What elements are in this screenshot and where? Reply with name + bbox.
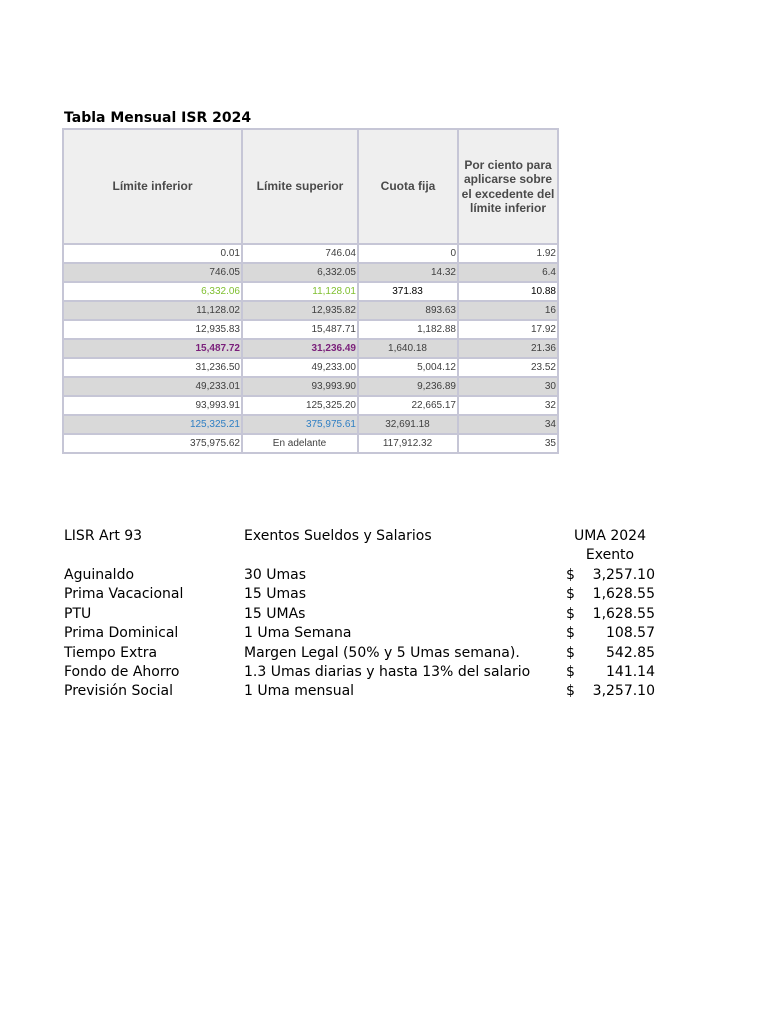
cell-por-ciento: 23.52 xyxy=(458,358,558,377)
item-amount: 3,257.10 xyxy=(592,683,655,700)
cell-limite-superior: 11,128.01 xyxy=(242,282,358,301)
header-por-ciento: Por ciento para aplicarse sobre el excedente del límite inferior xyxy=(458,129,558,244)
cell-por-ciento: 21.36 xyxy=(458,339,558,358)
cell-cuota-fija: 5,004.12 xyxy=(358,358,458,377)
item-amount: 141.14 xyxy=(606,663,655,680)
item-name: Tiempo Extra xyxy=(64,644,158,661)
cell-limite-inferior: 31,236.50 xyxy=(63,358,242,377)
cell-por-ciento: 32 xyxy=(458,396,558,415)
item-desc: 1.3 Umas diarias y hasta 13% del salario xyxy=(244,663,531,680)
item-name: Prima Vacacional xyxy=(64,586,184,603)
cell-cuota-fija: 117,912.32 xyxy=(358,434,458,453)
cell-cuota-fija: 1,182.88 xyxy=(358,320,458,339)
cell-limite-superior: En adelante xyxy=(242,434,358,453)
table-row xyxy=(63,244,558,263)
cell-limite-inferior: 125,325.21 xyxy=(63,415,242,434)
table-title: Tabla Mensual ISR 2024 xyxy=(64,110,252,126)
cell-limite-inferior: 375,975.62 xyxy=(63,434,242,453)
cell-por-ciento: 1.92 xyxy=(458,244,558,263)
list-item xyxy=(64,605,664,624)
table-row xyxy=(63,320,558,339)
cell-limite-superior: 93,993.90 xyxy=(242,377,358,396)
lisr-header: LISR Art 93 xyxy=(64,528,143,544)
cell-limite-inferior: 93,993.91 xyxy=(63,396,242,415)
table-row xyxy=(63,282,558,301)
item-name: Fondo de Ahorro xyxy=(64,663,180,680)
cell-por-ciento: 35 xyxy=(458,434,558,453)
table-row xyxy=(63,377,558,396)
uma-header-line2: Exento xyxy=(585,547,635,564)
header-cuota-fija: Cuota fija xyxy=(358,129,458,244)
cell-limite-superior: 49,233.00 xyxy=(242,358,358,377)
item-desc: 30 Umas xyxy=(244,567,307,583)
cell-por-ciento: 6.4 xyxy=(458,263,558,282)
cell-cuota-fija: 22,665.17 xyxy=(358,396,458,415)
list-item xyxy=(64,624,664,643)
cell-cuota-fija: 14.32 xyxy=(358,263,458,282)
cell-limite-superior: 31,236.49 xyxy=(242,339,358,358)
list-item xyxy=(64,663,664,682)
item-currency: $ xyxy=(566,605,575,622)
cell-cuota-fija: 893.63 xyxy=(358,301,458,320)
item-name: Prima Dominical xyxy=(64,625,179,642)
item-amount: 1,628.55 xyxy=(592,586,655,603)
table-row xyxy=(63,263,558,282)
list-item xyxy=(64,682,664,701)
cell-por-ciento: 30 xyxy=(458,377,558,396)
uma-header xyxy=(560,527,660,566)
table-row xyxy=(63,339,558,358)
list-item xyxy=(64,585,664,604)
item-desc: 15 Umas xyxy=(244,586,307,603)
item-currency: $ xyxy=(566,683,575,700)
item-amount: 542.85 xyxy=(606,644,655,661)
table-row xyxy=(63,301,558,320)
item-desc: 1 Uma Semana xyxy=(244,625,352,642)
item-amount: 3,257.10 xyxy=(592,567,655,583)
cell-cuota-fija: 1,640.18 xyxy=(358,339,458,358)
cell-por-ciento: 34 xyxy=(458,415,558,434)
item-currency: $ xyxy=(566,625,575,642)
item-amount: 108.57 xyxy=(606,625,655,642)
header-limite-inferior: Límite inferior xyxy=(63,129,242,244)
table-row xyxy=(63,358,558,377)
cell-limite-superior: 125,325.20 xyxy=(242,396,358,415)
cell-limite-superior: 12,935.82 xyxy=(242,301,358,320)
exentos-header: Exentos Sueldos y Salarios xyxy=(244,528,432,544)
cell-limite-inferior: 746.05 xyxy=(63,263,242,282)
cell-por-ciento: 16 xyxy=(458,301,558,320)
cell-cuota-fija: 0 xyxy=(358,244,458,263)
item-desc: 15 UMAs xyxy=(244,605,306,622)
item-currency: $ xyxy=(566,644,575,661)
cell-limite-inferior: 15,487.72 xyxy=(63,339,242,358)
item-currency: $ xyxy=(566,567,575,583)
table-row xyxy=(63,415,558,434)
item-name: Previsión Social xyxy=(64,683,174,700)
item-desc: 1 Uma mensual xyxy=(244,683,355,700)
item-amount: 1,628.55 xyxy=(592,605,655,622)
item-name: PTU xyxy=(64,605,92,622)
exentos-list xyxy=(64,566,664,702)
item-desc: Margen Legal (50% y 5 Umas semana). xyxy=(244,644,520,661)
item-currency: $ xyxy=(566,663,575,680)
cell-por-ciento: 10.88 xyxy=(458,282,558,301)
list-item xyxy=(64,644,664,663)
cell-limite-superior: 746.04 xyxy=(242,244,358,263)
table-row xyxy=(63,396,558,415)
cell-limite-inferior: 49,233.01 xyxy=(63,377,242,396)
cell-cuota-fija: 9,236.89 xyxy=(358,377,458,396)
cell-cuota-fija: 32,691.18 xyxy=(358,415,458,434)
cell-limite-superior: 6,332.05 xyxy=(242,263,358,282)
cell-limite-inferior: 12,935.83 xyxy=(63,320,242,339)
isr-table xyxy=(62,128,559,454)
table-row xyxy=(63,434,558,453)
cell-limite-inferior: 6,332.06 xyxy=(63,282,242,301)
cell-limite-inferior: 11,128.02 xyxy=(63,301,242,320)
cell-por-ciento: 17.92 xyxy=(458,320,558,339)
cell-cuota-fija: 371.83 xyxy=(358,282,458,301)
list-item xyxy=(64,566,664,585)
item-currency: $ xyxy=(566,586,575,603)
cell-limite-superior: 375,975.61 xyxy=(242,415,358,434)
header-limite-superior: Límite superior xyxy=(242,129,358,244)
cell-limite-superior: 15,487.71 xyxy=(242,320,358,339)
table-header-row xyxy=(63,129,558,244)
cell-limite-inferior: 0.01 xyxy=(63,244,242,263)
item-name: Aguinaldo xyxy=(64,567,135,583)
uma-header-line1: UMA 2024 xyxy=(574,528,646,544)
